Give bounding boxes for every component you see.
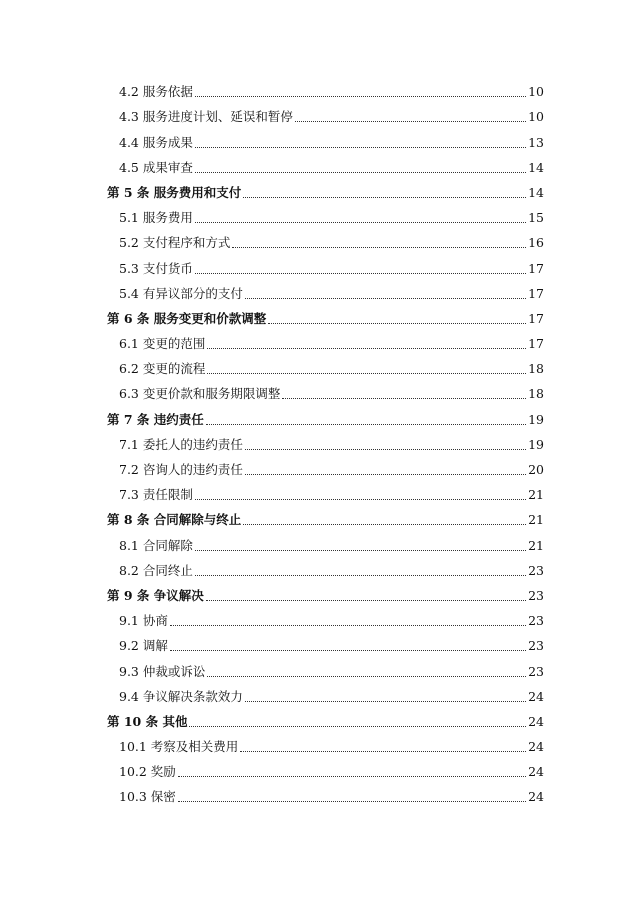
- toc-dot-leader: [178, 776, 526, 777]
- toc-page-number: 19: [528, 411, 544, 427]
- toc-dot-leader: [245, 449, 526, 450]
- toc-page-number: 17: [528, 336, 544, 352]
- toc-dot-leader: [195, 96, 526, 97]
- toc-entry-title: 4.2 服务依据: [119, 84, 193, 100]
- toc-page-number: 21: [528, 512, 544, 528]
- toc-chapter-entry[interactable]: [107, 404, 544, 429]
- toc-section-entry[interactable]: [107, 354, 544, 379]
- toc-entry-title: 9.1 协商: [119, 613, 168, 629]
- toc-page-number: 10: [528, 109, 544, 125]
- toc-dot-leader: [170, 625, 526, 626]
- toc-entry-title: 第 9 条 争议解决: [107, 587, 204, 603]
- toc-section-entry[interactable]: [107, 379, 544, 404]
- toc-entry-title: 7.2 咨询人的违约责任: [119, 462, 243, 477]
- toc-page-number: 23: [528, 587, 544, 603]
- toc-chapter-entry[interactable]: [107, 707, 544, 732]
- toc-chapter-entry[interactable]: [107, 178, 544, 203]
- toc-page-number: 20: [528, 462, 544, 477]
- toc-entry-title: 第 10 条 其他: [107, 713, 188, 729]
- toc-section-entry[interactable]: [107, 153, 544, 178]
- toc-dot-leader: [207, 348, 526, 349]
- toc-section-entry[interactable]: [107, 329, 544, 354]
- toc-dot-leader: [207, 373, 526, 374]
- toc-dot-leader: [195, 273, 526, 274]
- toc-page-number: 17: [528, 285, 544, 301]
- toc-entry-title: 10.1 考察及相关费用: [119, 739, 239, 755]
- toc-entry-title: 第 8 条 合同解除与终止: [107, 512, 242, 528]
- toc-dot-leader: [195, 172, 526, 173]
- toc-page-number: 24: [528, 688, 544, 704]
- toc-entry-title: 6.2 变更的流程: [119, 361, 206, 377]
- toc-chapter-entry[interactable]: [107, 581, 544, 606]
- toc-page-number: 23: [528, 613, 544, 629]
- toc-section-entry[interactable]: [107, 732, 544, 757]
- toc-section-entry[interactable]: [107, 606, 544, 631]
- toc-entry-title: 5.4 有异议部分的支付: [119, 285, 243, 301]
- toc-section-entry[interactable]: [107, 556, 544, 581]
- toc-entry-title: 第 7 条 违约责任: [107, 411, 204, 427]
- toc-dot-leader: [195, 575, 526, 576]
- toc-page-number: 24: [528, 739, 544, 755]
- toc-page-number: 14: [528, 159, 544, 175]
- toc-dot-leader: [195, 147, 526, 148]
- toc-page-number: 15: [528, 210, 544, 226]
- toc-dot-leader: [243, 197, 526, 198]
- toc-entry-title: 9.3 仲裁或诉讼: [119, 663, 206, 679]
- toc-page-number: 10: [528, 84, 544, 100]
- toc-entry-title: 4.5 成果审查: [119, 159, 193, 175]
- toc-dot-leader: [240, 751, 526, 752]
- toc-dot-leader: [268, 323, 526, 324]
- toc-dot-leader: [245, 298, 526, 299]
- toc-page-number: 13: [528, 134, 544, 150]
- toc-section-entry[interactable]: [107, 656, 544, 681]
- toc-section-entry[interactable]: [107, 102, 544, 127]
- toc-entry-title: 第 6 条 服务变更和价款调整: [107, 310, 267, 326]
- toc-dot-leader: [245, 474, 526, 475]
- toc-section-entry[interactable]: [107, 228, 544, 253]
- toc-section-entry[interactable]: [107, 430, 544, 455]
- toc-entry-title: 5.3 支付货币: [119, 260, 193, 276]
- toc-entry-title: 9.4 争议解决条款效力: [119, 688, 243, 704]
- toc-entry-title: 4.3 服务进度计划、延误和暂停: [119, 109, 293, 125]
- toc-dot-leader: [195, 550, 526, 551]
- toc-section-entry[interactable]: [107, 455, 544, 480]
- toc-section-entry[interactable]: [107, 757, 544, 782]
- toc-dot-leader: [189, 726, 526, 727]
- toc-entry-title: 6.3 变更价款和服务期限调整: [119, 386, 281, 402]
- toc-section-entry[interactable]: [107, 203, 544, 228]
- toc-section-entry[interactable]: [107, 530, 544, 555]
- toc-section-entry[interactable]: [107, 682, 544, 707]
- toc-entry-title: 第 5 条 服务费用和支付: [107, 184, 242, 200]
- toc-page-number: 14: [528, 184, 544, 200]
- toc-dot-leader: [245, 701, 526, 702]
- toc-page-number: 19: [528, 436, 544, 452]
- toc-page-number: 23: [528, 562, 544, 578]
- toc-dot-leader: [206, 424, 526, 425]
- toc-dot-leader: [282, 398, 526, 399]
- toc-dot-leader: [178, 801, 526, 802]
- toc-dot-leader: [170, 650, 526, 651]
- toc-dot-leader: [232, 247, 526, 248]
- toc-page-number: 17: [528, 310, 544, 326]
- toc-chapter-entry[interactable]: [107, 304, 544, 329]
- toc-entry-title: 10.3 保密: [119, 789, 176, 805]
- toc-page-number: 24: [528, 789, 544, 805]
- toc-chapter-entry[interactable]: [107, 505, 544, 530]
- toc-entry-title: 4.4 服务成果: [119, 134, 193, 150]
- toc-entry-title: 7.3 责任限制: [119, 487, 193, 503]
- toc-section-entry[interactable]: [107, 127, 544, 152]
- toc-entry-title: 8.1 合同解除: [119, 537, 193, 553]
- toc-dot-leader: [206, 600, 526, 601]
- toc-entry-title: 5.2 支付程序和方式: [119, 235, 231, 251]
- toc-section-entry[interactable]: [107, 77, 544, 102]
- toc-dot-leader: [207, 676, 526, 677]
- toc-page-number: 24: [528, 713, 544, 729]
- toc-section-entry[interactable]: [107, 480, 544, 505]
- toc-dot-leader: [195, 222, 526, 223]
- toc-dot-leader: [243, 524, 526, 525]
- toc-entry-title: 5.1 服务费用: [119, 210, 193, 226]
- toc-entry-title: 6.1 变更的范围: [119, 336, 206, 352]
- toc-page-number: 24: [528, 764, 544, 780]
- toc-entry-title: 10.2 奖励: [119, 764, 176, 780]
- toc-section-entry[interactable]: [107, 782, 544, 807]
- toc-section-entry[interactable]: [107, 631, 544, 656]
- toc-page-number: 17: [528, 260, 544, 276]
- toc-dot-leader: [295, 121, 526, 122]
- toc-section-entry[interactable]: [107, 253, 544, 278]
- toc-page-number: 21: [528, 487, 544, 503]
- toc-page-number: 23: [528, 638, 544, 654]
- toc-entry-title: 9.2 调解: [119, 638, 168, 654]
- toc-page-number: 18: [528, 386, 544, 402]
- toc-page-number: 21: [528, 537, 544, 553]
- table-of-contents: [107, 77, 544, 807]
- toc-dot-leader: [195, 499, 526, 500]
- toc-entry-title: 8.2 合同终止: [119, 562, 193, 578]
- toc-page-number: 18: [528, 361, 544, 377]
- toc-entry-title: 7.1 委托人的违约责任: [119, 436, 243, 452]
- toc-page-number: 23: [528, 663, 544, 679]
- toc-section-entry[interactable]: [107, 279, 544, 304]
- toc-page-number: 16: [528, 235, 544, 251]
